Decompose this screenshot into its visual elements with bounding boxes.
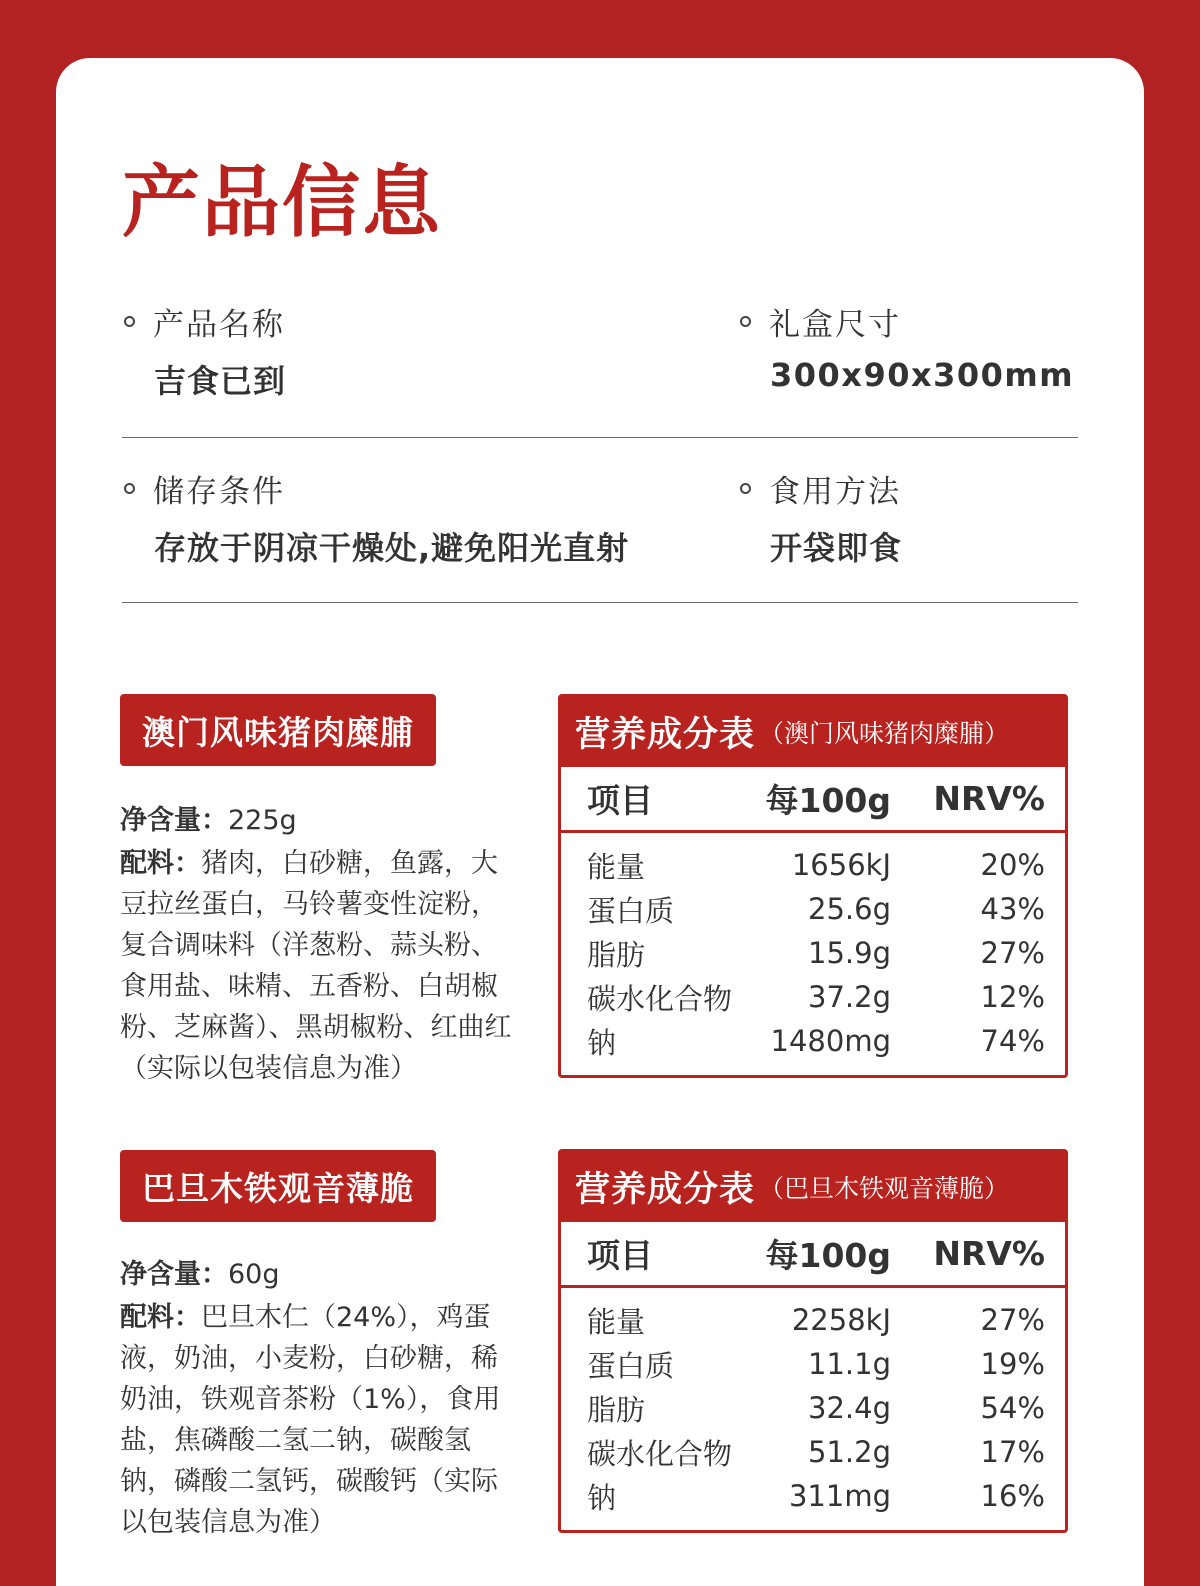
table-row: 钠 311mg 16% [587, 1479, 1045, 1515]
table-row: 钠 1480mg 74% [587, 1024, 1045, 1060]
table-row: 能量 2258kJ 27% [587, 1303, 1045, 1339]
box-size-label: 礼盒尺寸 [769, 306, 901, 343]
weight-label: 净含量： [120, 1259, 228, 1290]
product-name-value: 吉食已到 [154, 362, 287, 400]
nutrition-column-headers: 项目 每100g NRV% [561, 767, 1065, 833]
box-size-block [738, 296, 1074, 394]
product-name-block [122, 296, 286, 402]
product-tag: 澳门风味猪肉糜脯 [120, 694, 436, 766]
product-tag: 巴旦木铁观音薄脆 [120, 1150, 436, 1222]
nutrition-table-header [561, 697, 1065, 767]
info-card [56, 58, 1144, 1586]
info-row-storage-usage [122, 463, 1078, 603]
table-row: 碳水化合物 51.2g 17% [587, 1435, 1045, 1471]
box-size-value: 300x90x300mm [770, 356, 1075, 394]
circle-bullet-icon [124, 483, 135, 494]
nutrition-table-title: 营养成分表 [575, 1170, 756, 1210]
weight-value: 60g [228, 1259, 280, 1290]
storage-label: 储存条件 [153, 473, 285, 510]
storage-value: 存放于阴凉干燥处,避免阳光直射 [154, 529, 630, 567]
circle-bullet-icon [124, 316, 135, 327]
circle-bullet-icon [740, 316, 751, 327]
usage-label: 食用方法 [769, 473, 901, 510]
table-row: 蛋白质 11.1g 19% [587, 1347, 1045, 1383]
ingredients-label: 配料： [120, 848, 201, 879]
table-row: 碳水化合物 37.2g 12% [587, 980, 1045, 1016]
nutrition-table-header [561, 1152, 1065, 1222]
ingredients-label: 配料： [120, 1302, 201, 1333]
usage-value: 开袋即食 [770, 529, 903, 567]
table-row: 脂肪 32.4g 54% [587, 1391, 1045, 1427]
weight-value: 225g [228, 805, 297, 836]
storage-block [122, 463, 629, 569]
product-description [120, 800, 520, 1089]
nutrition-table-subtitle: （澳门风味猪肉糜脯） [759, 719, 1010, 748]
nutrition-column-headers: 项目 每100g NRV% [561, 1222, 1065, 1288]
usage-block [738, 463, 902, 569]
nutrition-table-subtitle: （巴旦木铁观音薄脆） [759, 1174, 1010, 1203]
ingredients-text: 巴旦木仁（24%），鸡蛋液，奶油，小麦粉，白砂糖，稀奶油，铁观音茶粉（1%），食用盐，焦磷酸二氢二钠，碳酸氢钠，磷酸二氢钙，碳酸钙（实际以包装信息为准） [120, 1302, 501, 1538]
weight-label: 净含量： [120, 805, 228, 836]
product-name-label: 产品名称 [153, 306, 285, 343]
table-row: 蛋白质 25.6g 43% [587, 892, 1045, 928]
product-description [120, 1254, 520, 1543]
circle-bullet-icon [740, 483, 751, 494]
table-row: 能量 1656kJ 20% [587, 848, 1045, 884]
table-row: 脂肪 15.9g 27% [587, 936, 1045, 972]
info-row-name-size [122, 296, 1078, 438]
nutrition-table [558, 1149, 1068, 1533]
ingredients-text: 猪肉，白砂糖，鱼露，大豆拉丝蛋白，马铃薯变性淀粉，复合调味料（洋葱粉、蒜头粉、食用盐、味精、五香粉、白胡椒粉、芝麻酱）、黑胡椒粉、红曲红（实际以包装信息为准） [120, 848, 512, 1084]
nutrition-table [558, 694, 1068, 1078]
page-title: 产品信息 [122, 158, 443, 248]
nutrition-table-title: 营养成分表 [575, 715, 756, 755]
